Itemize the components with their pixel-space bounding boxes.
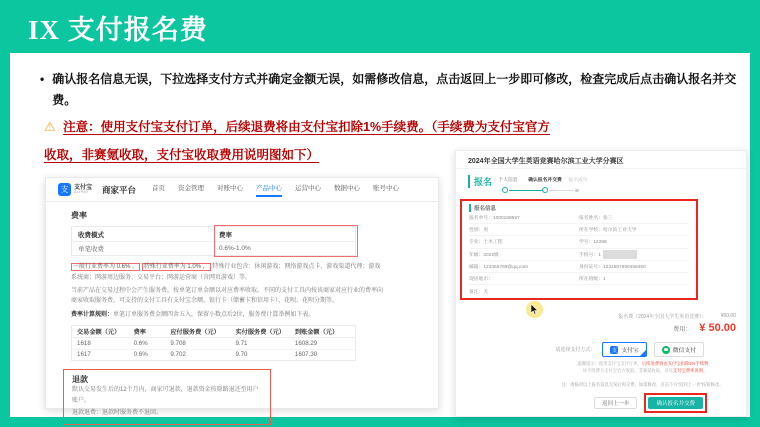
mouse-cursor-highlight [526,301,543,318]
merchant-portal-label: 商家平台 [102,184,137,195]
registration-info-title: 报名信息 [469,204,689,212]
nav-operations[interactable]: 运营中心 [295,184,322,192]
fee-mode-header-row: 收费模式 费率 [78,231,232,239]
red-annotation-box-special-rate: 特殊行业费率为 1.0% ， [143,264,209,270]
registration-screenshot [455,150,747,417]
red-annotation-box-general-rate: 一般行业费率为 0.6% ， [73,264,139,270]
alipay-pay-button[interactable]: 支 支付宝 [602,342,646,357]
fee-item-label: 报名费（2024年全国大学生英语竞赛）： [618,314,707,320]
form-row: 备注：无 [469,289,489,295]
nav-data-center[interactable]: 数据中心 [334,184,361,192]
bullet-marker: • [40,72,45,86]
form-row: 年级：2022级 手机号：1 [469,249,689,261]
refund-line-2: 退款退费：退款时服务费不退回。 [72,409,163,416]
wechat-icon [662,346,670,354]
fee-mode-table [71,226,356,256]
contest-title: 2024年全国大学生英语竞赛哈尔滨工业大学分赛区 [456,151,746,169]
calc-table-header: 交易金额（元） 费率 应付服务费（元） 实付服务费（元） 到账金额（元） [72,326,355,338]
payment-notice: 温馨提示：使用支付宝支付订单，后续退费将由支付宝扣除1%手续费， 该手续费为支付宝官方收取，非赛氪收取，详见支付宝费率说明。 [577,361,713,374]
alipay-navbar [46,178,438,202]
redacted-phone-value [603,250,637,259]
fee-calc-table [71,325,356,361]
step-success: 报名成功 [568,178,588,183]
warning-line-2: 收取，非赛氪收取，支付宝收取费用说明图如下） [44,148,320,162]
alipay-logo [58,183,92,196]
fee-item-value: ¥50.00 [720,313,736,319]
wechat-pay-button[interactable]: 微信支付 [654,342,704,357]
signup-page-label: 报名 [468,175,492,188]
step-dot-3 [575,189,579,193]
alipay-fee-screenshot [45,177,439,416]
form-row: 报名单号：1000159597 报名姓名：张三 [469,212,689,224]
cursor-icon [530,304,539,315]
nav-account[interactable]: 账号中心 [373,184,400,192]
confirm-note: 注：请核对以上报名信息无误后再交费，如需修改，点击下方“返回上一步”按钮修改。 [561,382,724,387]
fee-mode-row: 单笔收费 0.6%-1.0% [72,241,355,255]
step-dot-1 [502,187,508,193]
step-confirm-pay: 确认报名并交费 [528,178,562,183]
nav-product-center[interactable]: 产品中心 [256,183,282,197]
step-personal-info: 个人信息 [498,178,518,183]
alipay-logo-name: 支付宝 [74,184,93,191]
step-connector-todo [549,190,574,191]
total-row [673,322,736,334]
total-label: 费用： [673,327,692,333]
step-connector-done [509,190,542,192]
warning-triangle-icon: ⚠ [44,119,56,134]
nav-funds[interactable]: 资金管理 [178,184,205,192]
pay-method-label: 请选择支付方式： [555,347,596,353]
refund-line-1: 默认交易发生后的12个月内，商家可退款，退款资金按原路退还至用户账户。 [72,386,259,405]
table-row: 1617 0.6% 9.702 9.70 1607.30 [72,349,355,360]
red-annotation-box-refund [63,369,271,425]
instruction-bullet [40,69,740,111]
fee-item-row [618,313,736,320]
alipay-logo-sub: ALIPAY [74,189,89,194]
form-row: 现居地市： 所在班级：1 [469,273,689,285]
form-row: 性别：男 所在学校：哈尔滨工业大学 [469,224,689,236]
confirm-pay-button[interactable]: 确认报名并交费 [648,397,703,409]
step-dot-2 [542,187,548,193]
alipay-icon: 支 [611,347,618,354]
alipay-logo-icon: 支 [58,183,71,196]
refund-title: 退款 [72,374,88,384]
nav-reconcile[interactable]: 对账中心 [217,184,244,192]
nav-home[interactable]: 首页 [152,184,166,192]
form-row: 邮箱：123456789@qq.com 身份证号：1234567890456450 [469,261,689,273]
content-panel [10,53,750,417]
table-row: 1618 0.6% 9.708 9.71 1608.29 [77,339,318,347]
page-title: IX 支付报名费 [28,15,208,45]
service-fee-paragraph: 当前产品在交易过程中会产生服务费，按单笔订单金额以对应费率收取。不同的支付工具内按该商家对应行业的费率向商家收取服务费，可支持的支付工具有支付宝余额、银行卡（储蓄卡和信用卡）、花呗、花呗分期等。 [71,287,384,305]
action-buttons [594,393,707,413]
payment-method-row [555,342,704,357]
industry-rate-paragraph: 一般行业费率为 0.6% ， 特殊行业费率为 1.0% ， 特殊行业包含：休闲游戏；网络游戏点卡、游戏渠道代理；游戏系统商；网游周边服务、交易平台；网游运营商（含网页游戏）等。 [71,264,381,281]
form-row: 专业：土木工程 学号：12268 [469,236,689,248]
alipay-menu [152,183,399,197]
back-button[interactable]: 返回上一步 [594,397,638,409]
warning-line-1: ⚠ 注意：使用支付宝支付订单，后续退费将由支付宝扣除1%手续费。（手续费为支付宝官方 [44,119,550,134]
red-annotation-box-registration-info [460,199,698,300]
instruction-text: 确认报名信息无误，下拉选择支付方式并确定金额无误，如需修改信息，点击返回上一步即可修改，检查完成后点击确认报名并交费。 [52,72,737,107]
red-annotation-box-confirm-button [644,393,707,413]
calc-rule-paragraph: 费率计算规则：单笔订单服务费金额四舍五入，保留小数点后2位，服务费计算举例如下表。 [71,312,315,319]
total-amount: ¥ 50.00 [699,322,736,334]
fee-section-title: 费率 [71,211,87,220]
